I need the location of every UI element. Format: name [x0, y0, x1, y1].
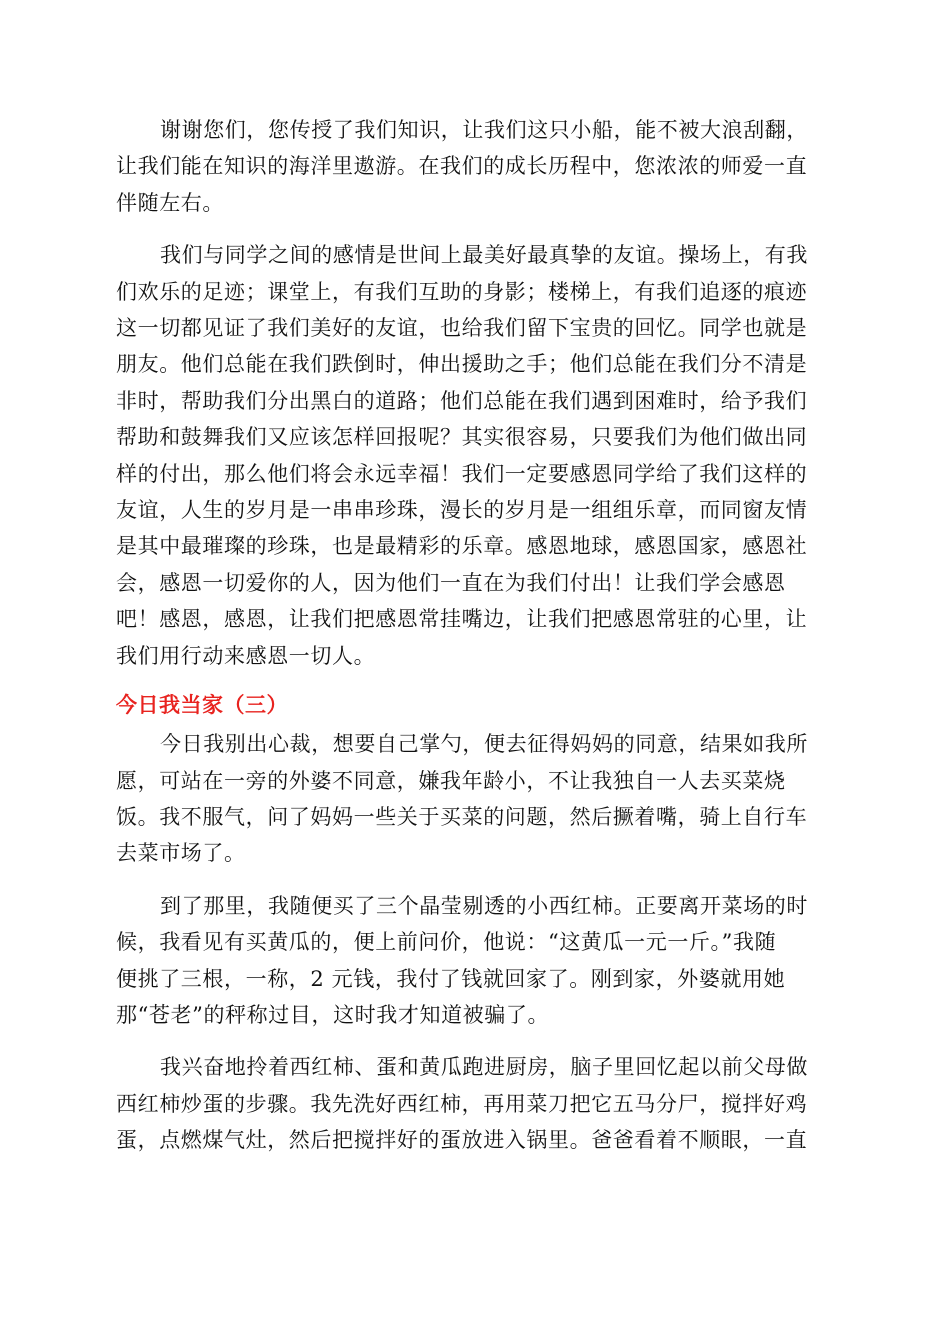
paragraph-thanks-teachers [116, 112, 834, 221]
text-line: 伴随左右。 [116, 190, 224, 215]
paragraph-market [116, 888, 834, 1034]
text-line: 让我们能在知识的海洋里遨游。在我们的成长历程中，您浓浓的师爱一直 [116, 154, 808, 179]
text-line: 是其中最璀璨的珍珠，也是最精彩的乐章。感恩地球，感恩国家，感恩社 [116, 534, 808, 559]
text-line: 蛋，点燃煤气灶，然后把搅拌好的蛋放进入锅里。爸爸看着不顺眼，一直 [116, 1128, 808, 1153]
text-line: 候，我看见有买黄瓜的，便上前问价，他说：“这黄瓜一元一斤。”我随 [116, 930, 777, 955]
text-line: 愿，可站在一旁的外婆不同意，嫌我年龄小，不让我独自一人去买菜烧 [116, 768, 786, 793]
text-line: 便挑了三根，一称，2 元钱，我付了钱就回家了。刚到家，外婆就用她 [116, 966, 786, 991]
text-line: 我们与同学之间的感情是世间上最美好最真挚的友谊。操场上，有我 [160, 243, 808, 268]
text-line: 西红柿炒蛋的步骤。我先洗好西红柿，再用菜刀把它五马分尸，搅拌好鸡 [116, 1091, 808, 1116]
text-line: 样的付出，那么他们将会永远幸福！我们一定要感恩同学给了我们这样的 [116, 461, 808, 486]
paragraph-cooking [116, 1049, 834, 1158]
paragraph-intro [116, 726, 834, 872]
text-line: 我兴奋地拎着西红柿、蛋和黄瓜跑进厨房，脑子里回忆起以前父母做 [160, 1055, 808, 1080]
text-line: 吧！感恩，感恩，让我们把感恩常挂嘴边，让我们把感恩常驻的心里，让 [116, 607, 808, 632]
text-line: 这一切都见证了我们美好的友谊，也给我们留下宝贵的回忆。同学也就是 [116, 316, 808, 341]
text-line: 朋友。他们总能在我们跌倒时，伸出援助之手；他们总能在我们分不清是 [116, 352, 808, 377]
text-line: 会，感恩一切爱你的人，因为他们一直在为我们付出！让我们学会感恩 [116, 570, 786, 595]
text-line: 友谊，人生的岁月是一串串珍珠，漫长的岁月是一组组乐章，而同窗友情 [116, 498, 808, 523]
text-line: 我们用行动来感恩一切人。 [116, 643, 376, 668]
text-line: 去菜市场了。 [116, 841, 246, 866]
text-line: 今日我别出心裁，想要自己掌勺，便去征得妈妈的同意，结果如我所 [160, 732, 808, 757]
text-line: 那“苍老”的秤称过目，这时我才知道被骗了。 [116, 1002, 550, 1027]
text-line: 饭。我不服气，问了妈妈一些关于买菜的问题，然后撅着嘴，骑上自行车 [116, 804, 808, 829]
text-line: 谢谢您们，您传授了我们知识，让我们这只小船，能不被大浪刮翻， [160, 118, 808, 142]
paragraph-classmates [116, 237, 834, 674]
text-line: 到了那里，我随便买了三个晶莹剔透的小西红柿。正要离开菜场的时 [160, 893, 808, 918]
document-page [116, 112, 834, 1175]
text-line: 们欢乐的足迹；课堂上，有我们互助的身影；楼梯上，有我们追逐的痕迹 [116, 279, 808, 304]
text-line: 非时，帮助我们分出黑白的道路；他们总能在我们遇到困难时，给予我们 [116, 388, 808, 413]
section-heading: 今日我当家（三） [116, 693, 288, 718]
text-line: 帮助和鼓舞我们又应该怎样回报呢？其实很容易，只要我们为他们做出同 [116, 425, 808, 450]
